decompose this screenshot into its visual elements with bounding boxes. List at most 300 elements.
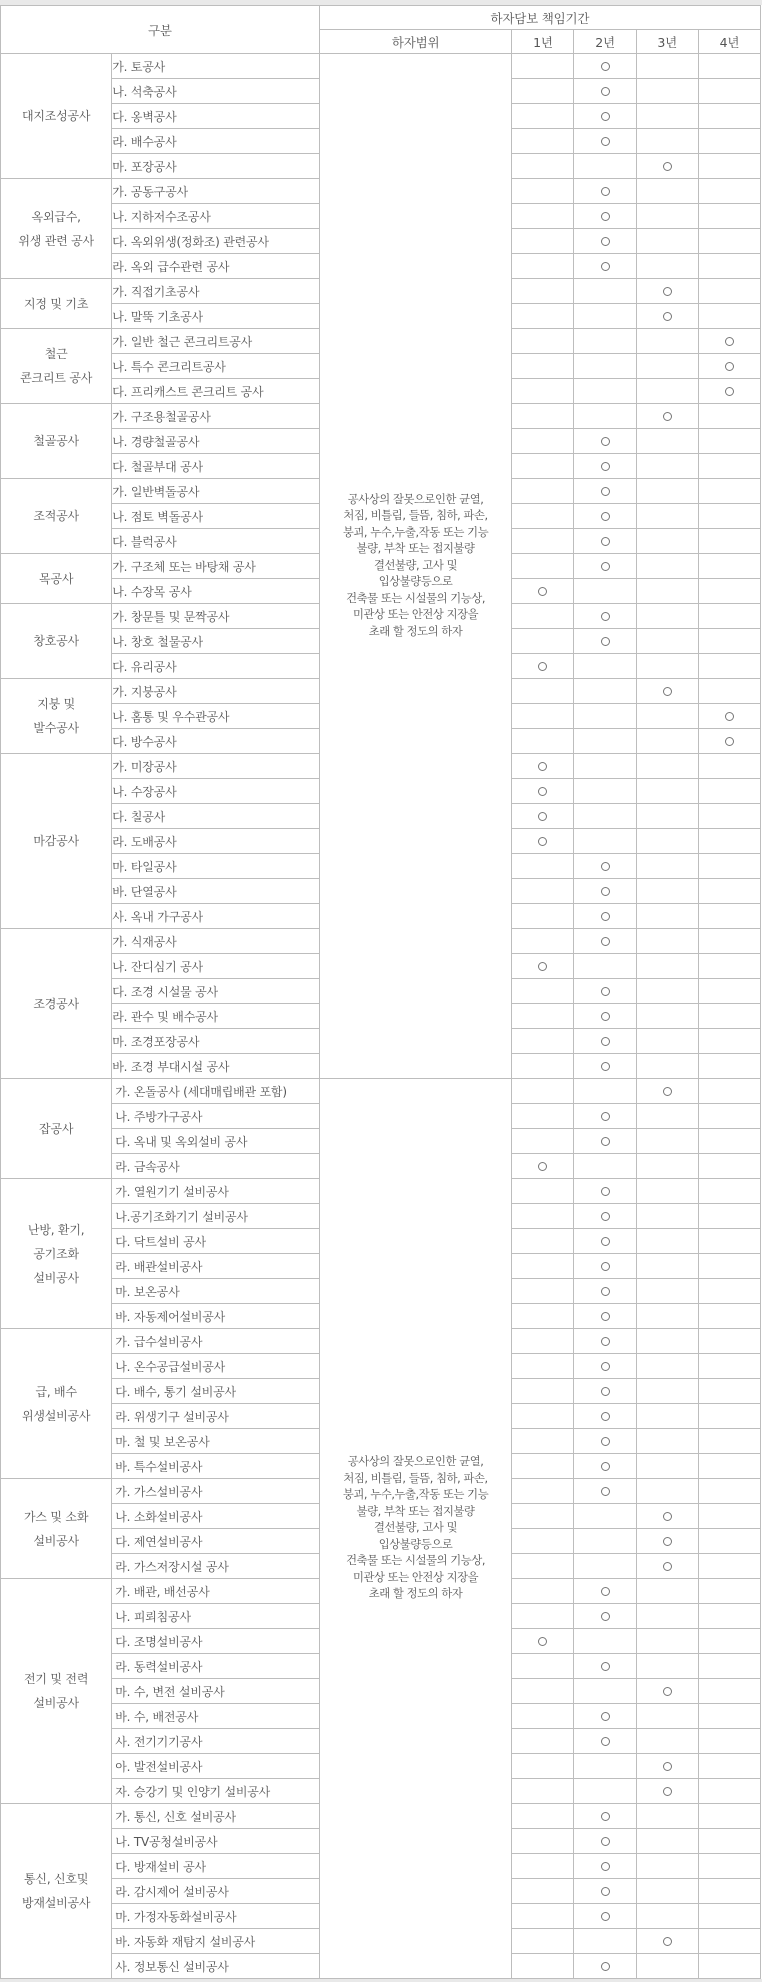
- year-3-cell: [636, 1204, 698, 1229]
- year-3-cell: [636, 554, 698, 579]
- year-3-cell: [636, 1079, 698, 1104]
- year-1-cell: [512, 954, 574, 979]
- description-line: 처짐, 비틀림, 들뜸, 침하, 파손,: [343, 1471, 488, 1485]
- year-4-cell: [698, 1329, 760, 1354]
- year-1-cell: [512, 629, 574, 654]
- year-3-cell: [636, 1329, 698, 1354]
- year-2-cell: [574, 154, 636, 179]
- year-2-cell: [574, 54, 636, 79]
- circle-mark-icon: [601, 512, 610, 521]
- year-4-cell: [698, 1454, 760, 1479]
- year-2-cell: [574, 1604, 636, 1629]
- circle-mark-icon: [725, 337, 734, 346]
- work-item-cell: 나. 수장공사: [112, 779, 320, 804]
- category-cell: 지붕 및 발수공사: [1, 679, 112, 754]
- year-3-cell: [636, 1054, 698, 1079]
- circle-mark-icon: [663, 162, 672, 171]
- work-item-cell: 다. 칠공사: [112, 804, 320, 829]
- year-3-cell: [636, 904, 698, 929]
- work-item-cell: 가. 일반벽돌공사: [112, 479, 320, 504]
- work-item-cell: 마. 타일공사: [112, 854, 320, 879]
- work-item-cell: 가. 급수설비공사: [112, 1329, 320, 1354]
- year-4-cell: [698, 254, 760, 279]
- circle-mark-icon: [601, 1712, 610, 1721]
- circle-mark-icon: [601, 987, 610, 996]
- circle-mark-icon: [601, 937, 610, 946]
- year-2-cell: [574, 704, 636, 729]
- year-3-cell: [636, 779, 698, 804]
- year-4-cell: [698, 1279, 760, 1304]
- year-1-cell: [512, 1554, 574, 1579]
- work-item-cell: 나. 잔디심기 공사: [112, 954, 320, 979]
- year-1-cell: [512, 729, 574, 754]
- year-4-cell: [698, 404, 760, 429]
- year-3-cell: [636, 829, 698, 854]
- year-3-cell: [636, 179, 698, 204]
- year-3-cell: [636, 954, 698, 979]
- year-1-cell: [512, 1129, 574, 1154]
- circle-mark-icon: [663, 312, 672, 321]
- circle-mark-icon: [538, 812, 547, 821]
- circle-mark-icon: [601, 1862, 610, 1871]
- category-cell: 철근 콘크리트 공사: [1, 329, 112, 404]
- year-4-cell: [698, 1579, 760, 1604]
- work-item-cell: 가. 토공사: [112, 54, 320, 79]
- header-defect-scope: 하자범위: [319, 30, 511, 54]
- year-1-cell: [512, 1254, 574, 1279]
- year-2-cell: [574, 329, 636, 354]
- category-cell: 가스 및 소화 설비공사: [1, 1479, 112, 1579]
- category-cell: 통신, 신호및 방재설비공사: [1, 1804, 112, 1979]
- year-3-cell: [636, 679, 698, 704]
- year-1-cell: [512, 1679, 574, 1704]
- year-2-cell: [574, 1004, 636, 1029]
- year-3-cell: [636, 804, 698, 829]
- category-cell: 철골공사: [1, 404, 112, 479]
- year-3-cell: [636, 1529, 698, 1554]
- year-3-cell: [636, 354, 698, 379]
- year-2-cell: [574, 1729, 636, 1754]
- year-3-cell: [636, 79, 698, 104]
- work-item-cell: 다. 방수공사: [112, 729, 320, 754]
- circle-mark-icon: [601, 1612, 610, 1621]
- year-3-cell: [636, 1554, 698, 1579]
- circle-mark-icon: [601, 1437, 610, 1446]
- year-1-cell: [512, 604, 574, 629]
- year-3-cell: [636, 629, 698, 654]
- year-2-cell: [574, 304, 636, 329]
- year-4-cell: [698, 879, 760, 904]
- year-4-cell: [698, 104, 760, 129]
- year-4-cell: [698, 1504, 760, 1529]
- year-3-cell: [636, 1779, 698, 1804]
- year-4-cell: [698, 954, 760, 979]
- year-1-cell: [512, 154, 574, 179]
- year-1-cell: [512, 1179, 574, 1204]
- year-1-cell: [512, 854, 574, 879]
- year-2-cell: [574, 1579, 636, 1604]
- year-3-cell: [636, 1704, 698, 1729]
- year-1-cell: [512, 1629, 574, 1654]
- year-1-cell: [512, 1279, 574, 1304]
- year-4-cell: [698, 1604, 760, 1629]
- circle-mark-icon: [601, 1312, 610, 1321]
- circle-mark-icon: [601, 1212, 610, 1221]
- year-4-cell: [698, 779, 760, 804]
- circle-mark-icon: [601, 1387, 610, 1396]
- description-line: 건축물 또는 시설물의 기능상,: [346, 1554, 486, 1568]
- year-1-cell: [512, 254, 574, 279]
- table-row: [1, 54, 761, 79]
- year-1-cell: [512, 304, 574, 329]
- circle-mark-icon: [663, 412, 672, 421]
- year-3-cell: [636, 1304, 698, 1329]
- year-1-cell: [512, 929, 574, 954]
- year-2-cell: [574, 404, 636, 429]
- year-4-cell: [698, 54, 760, 79]
- year-4-cell: [698, 1029, 760, 1054]
- year-4-cell: [698, 1929, 760, 1954]
- year-2-cell: [574, 79, 636, 104]
- work-item-cell: 마. 조경포장공사: [112, 1029, 320, 1054]
- year-1-cell: [512, 1579, 574, 1604]
- year-4-cell: [698, 129, 760, 154]
- work-item-cell: 라. 금속공사: [112, 1154, 320, 1179]
- year-1-cell: [512, 1154, 574, 1179]
- circle-mark-icon: [601, 1037, 610, 1046]
- description-line: 공사상의 잘못으로인한 균열,: [347, 1455, 484, 1469]
- description-line: 불량, 부착 또는 접지불량: [356, 1504, 475, 1518]
- work-item-cell: 마. 수, 변전 설비공사: [112, 1679, 320, 1704]
- description-line: 초래 할 정도의 하자: [368, 624, 463, 638]
- year-4-cell: [698, 604, 760, 629]
- year-4-cell: [698, 704, 760, 729]
- year-1-cell: [512, 1704, 574, 1729]
- year-1-cell: [512, 404, 574, 429]
- circle-mark-icon: [725, 387, 734, 396]
- category-cell: 대지조성공사: [1, 54, 112, 179]
- circle-mark-icon: [538, 662, 547, 671]
- year-4-cell: [698, 1054, 760, 1079]
- year-1-cell: [512, 429, 574, 454]
- work-item-cell: 라. 동력설비공사: [112, 1654, 320, 1679]
- circle-mark-icon: [663, 1537, 672, 1546]
- year-1-cell: [512, 479, 574, 504]
- year-1-cell: [512, 1904, 574, 1929]
- circle-mark-icon: [538, 1637, 547, 1646]
- category-cell: 난방, 환기, 공기조화 설비공사: [1, 1179, 112, 1329]
- work-item-cell: 사. 옥내 가구공사: [112, 904, 320, 929]
- year-2-cell: [574, 654, 636, 679]
- year-3-cell: [636, 854, 698, 879]
- category-cell: 옥외급수, 위생 관련 공사: [1, 179, 112, 279]
- circle-mark-icon: [601, 637, 610, 646]
- circle-mark-icon: [601, 1462, 610, 1471]
- year-2-cell: [574, 1179, 636, 1204]
- year-4-cell: [698, 179, 760, 204]
- year-2-cell: [574, 1479, 636, 1504]
- year-3-cell: [636, 404, 698, 429]
- year-2-cell: [574, 729, 636, 754]
- circle-mark-icon: [601, 912, 610, 921]
- year-2-cell: [574, 879, 636, 904]
- circle-mark-icon: [601, 1412, 610, 1421]
- circle-mark-icon: [601, 212, 610, 221]
- year-4-cell: [698, 1479, 760, 1504]
- year-3-cell: [636, 1004, 698, 1029]
- work-item-cell: 바. 자동화 재탐지 설비공사: [112, 1929, 320, 1954]
- year-2-cell: [574, 1854, 636, 1879]
- circle-mark-icon: [601, 1112, 610, 1121]
- description-line: 붕괴, 누수,누출,작동 또는 기능: [342, 525, 489, 539]
- year-2-cell: [574, 904, 636, 929]
- work-item-cell: 가. 구조체 또는 바탕채 공사: [112, 554, 320, 579]
- category-cell: 잡공사: [1, 1079, 112, 1179]
- circle-mark-icon: [601, 887, 610, 896]
- year-4-cell: [698, 729, 760, 754]
- circle-mark-icon: [601, 262, 610, 271]
- year-1-cell: [512, 1504, 574, 1529]
- year-4-cell: [698, 1904, 760, 1929]
- year-4-cell: [698, 1529, 760, 1554]
- year-1-cell: [512, 1429, 574, 1454]
- year-3-cell: [636, 254, 698, 279]
- year-4-cell: [698, 829, 760, 854]
- category-cell: 조경공사: [1, 929, 112, 1079]
- year-3-cell: [636, 754, 698, 779]
- work-item-cell: 다. 배수, 통기 설비공사: [112, 1379, 320, 1404]
- year-3-cell: [636, 1829, 698, 1854]
- circle-mark-icon: [538, 837, 547, 846]
- year-2-cell: [574, 1454, 636, 1479]
- year-4-cell: [698, 804, 760, 829]
- year-3-cell: [636, 504, 698, 529]
- year-4-cell: [698, 1954, 760, 1979]
- work-item-cell: 마. 철 및 보온공사: [112, 1429, 320, 1454]
- defect-warranty-table: [0, 5, 761, 1979]
- circle-mark-icon: [601, 562, 610, 571]
- work-item-cell: 라. 도배공사: [112, 829, 320, 854]
- circle-mark-icon: [538, 762, 547, 771]
- work-item-cell: 나. 주방가구공사: [112, 1104, 320, 1129]
- year-3-cell: [636, 1804, 698, 1829]
- work-item-cell: 마. 포장공사: [112, 154, 320, 179]
- year-2-cell: [574, 1054, 636, 1079]
- warranty-table-container: [0, 5, 762, 1979]
- year-2-cell: [574, 254, 636, 279]
- year-3-cell: [636, 454, 698, 479]
- year-4-cell: [698, 154, 760, 179]
- year-3-cell: [636, 1604, 698, 1629]
- year-3-cell: [636, 879, 698, 904]
- year-4-cell: [698, 554, 760, 579]
- year-4-cell: [698, 1304, 760, 1329]
- category-cell: 지정 및 기초: [1, 279, 112, 329]
- circle-mark-icon: [663, 1512, 672, 1521]
- year-2-cell: [574, 1229, 636, 1254]
- year-1-cell: [512, 829, 574, 854]
- year-1-cell: [512, 779, 574, 804]
- category-cell: 전기 및 전력 설비공사: [1, 1579, 112, 1804]
- work-item-cell: 가. 공동구공사: [112, 179, 320, 204]
- year-2-cell: [574, 504, 636, 529]
- year-4-cell: [698, 1754, 760, 1779]
- year-1-cell: [512, 1354, 574, 1379]
- year-2-cell: [574, 1804, 636, 1829]
- year-3-cell: [636, 1179, 698, 1204]
- year-4-cell: [698, 504, 760, 529]
- year-3-cell: [636, 329, 698, 354]
- circle-mark-icon: [601, 1812, 610, 1821]
- work-item-cell: 나. 점토 벽돌공사: [112, 504, 320, 529]
- year-2-cell: [574, 929, 636, 954]
- category-cell: 목공사: [1, 554, 112, 604]
- year-2-cell: [574, 129, 636, 154]
- year-3-cell: [636, 1879, 698, 1904]
- work-item-cell: 다. 제연설비공사: [112, 1529, 320, 1554]
- description-line: 처짐, 비틀림, 들뜸, 침하, 파손,: [343, 509, 488, 523]
- description-line: 미관상 또는 안전상 지장을: [352, 1570, 479, 1584]
- circle-mark-icon: [601, 1487, 610, 1496]
- category-cell: 마감공사: [1, 754, 112, 929]
- year-2-cell: [574, 1929, 636, 1954]
- circle-mark-icon: [601, 487, 610, 496]
- year-2-cell: [574, 604, 636, 629]
- year-1-cell: [512, 204, 574, 229]
- year-3-cell: [636, 1279, 698, 1304]
- description-line: 미관상 또는 안전상 지장을: [352, 608, 479, 622]
- circle-mark-icon: [663, 1087, 672, 1096]
- year-1-cell: [512, 704, 574, 729]
- circle-mark-icon: [601, 612, 610, 621]
- year-4-cell: [698, 1554, 760, 1579]
- year-2-cell: [574, 1079, 636, 1104]
- year-3-cell: [636, 579, 698, 604]
- year-4-cell: [698, 1854, 760, 1879]
- year-4-cell: [698, 1204, 760, 1229]
- work-item-cell: 나. 창호 철물공사: [112, 629, 320, 654]
- year-1-cell: [512, 54, 574, 79]
- year-3-cell: [636, 729, 698, 754]
- year-4-cell: [698, 1679, 760, 1704]
- year-1-cell: [512, 1304, 574, 1329]
- year-3-cell: [636, 1954, 698, 1979]
- work-item-cell: 가. 구조용철골공사: [112, 404, 320, 429]
- work-item-cell: 다. 옥외위생(정화조) 관련공사: [112, 229, 320, 254]
- circle-mark-icon: [538, 1162, 547, 1171]
- year-4-cell: [698, 1629, 760, 1654]
- year-1-cell: [512, 1004, 574, 1029]
- year-3-cell: [636, 1504, 698, 1529]
- year-1-cell: [512, 654, 574, 679]
- year-2-cell: [574, 579, 636, 604]
- circle-mark-icon: [538, 587, 547, 596]
- circle-mark-icon: [725, 737, 734, 746]
- year-2-cell: [574, 229, 636, 254]
- year-4-cell: [698, 679, 760, 704]
- circle-mark-icon: [601, 437, 610, 446]
- year-1-cell: [512, 979, 574, 1004]
- year-3-cell: [636, 479, 698, 504]
- year-4-cell: [698, 1704, 760, 1729]
- year-2-cell: [574, 279, 636, 304]
- work-item-cell: 나. 지하저수조공사: [112, 204, 320, 229]
- description-line: 공사상의 잘못으로인한 균열,: [347, 492, 484, 506]
- work-item-cell: 다. 닥트설비 공사: [112, 1229, 320, 1254]
- table-row: [1, 1079, 761, 1104]
- year-3-cell: [636, 604, 698, 629]
- year-4-cell: [698, 1229, 760, 1254]
- year-3-cell: [636, 1354, 698, 1379]
- description-line: 초래 할 정도의 하자: [368, 1587, 463, 1601]
- circle-mark-icon: [601, 1137, 610, 1146]
- year-2-cell: [574, 1154, 636, 1179]
- work-item-cell: 나. 경량철골공사: [112, 429, 320, 454]
- year-2-cell: [574, 1104, 636, 1129]
- work-item-cell: 가. 식재공사: [112, 929, 320, 954]
- year-4-cell: [698, 1129, 760, 1154]
- work-item-cell: 가. 일반 철근 콘크리트공사: [112, 329, 320, 354]
- circle-mark-icon: [601, 462, 610, 471]
- year-1-cell: [512, 379, 574, 404]
- circle-mark-icon: [601, 1837, 610, 1846]
- year-3-cell: [636, 1154, 698, 1179]
- year-2-cell: [574, 779, 636, 804]
- category-cell: 창호공사: [1, 604, 112, 679]
- year-2-cell: [574, 1904, 636, 1929]
- circle-mark-icon: [663, 1937, 672, 1946]
- year-1-cell: [512, 529, 574, 554]
- header-year-3: 3년: [636, 30, 698, 54]
- description-line: 건축물 또는 시설물의 기능상,: [346, 591, 486, 605]
- year-4-cell: [698, 279, 760, 304]
- work-item-cell: 라. 가스저장시설 공사: [112, 1554, 320, 1579]
- year-4-cell: [698, 1154, 760, 1179]
- header-year-1: 1년: [512, 30, 574, 54]
- year-1-cell: [512, 1479, 574, 1504]
- year-1-cell: [512, 1079, 574, 1104]
- year-2-cell: [574, 1879, 636, 1904]
- work-item-cell: 가. 창문틀 및 문짝공사: [112, 604, 320, 629]
- circle-mark-icon: [601, 1962, 610, 1971]
- work-item-cell: 가. 지붕공사: [112, 679, 320, 704]
- year-2-cell: [574, 379, 636, 404]
- year-1-cell: [512, 1779, 574, 1804]
- work-item-cell: 라. 감시제어 설비공사: [112, 1879, 320, 1904]
- year-4-cell: [698, 1079, 760, 1104]
- year-3-cell: [636, 1904, 698, 1929]
- work-item-cell: 다. 철골부대 공사: [112, 454, 320, 479]
- work-item-cell: 자. 승강기 및 인양기 설비공사: [112, 1779, 320, 1804]
- year-1-cell: [512, 1104, 574, 1129]
- header-year-4: 4년: [698, 30, 760, 54]
- year-2-cell: [574, 854, 636, 879]
- year-3-cell: [636, 154, 698, 179]
- year-1-cell: [512, 1329, 574, 1354]
- year-4-cell: [698, 1004, 760, 1029]
- year-1-cell: [512, 1954, 574, 1979]
- year-3-cell: [636, 104, 698, 129]
- year-1-cell: [512, 1229, 574, 1254]
- circle-mark-icon: [725, 712, 734, 721]
- circle-mark-icon: [663, 1562, 672, 1571]
- circle-mark-icon: [601, 237, 610, 246]
- year-2-cell: [574, 104, 636, 129]
- year-2-cell: [574, 1354, 636, 1379]
- year-1-cell: [512, 1729, 574, 1754]
- year-2-cell: [574, 1204, 636, 1229]
- work-item-cell: 라. 배수공사: [112, 129, 320, 154]
